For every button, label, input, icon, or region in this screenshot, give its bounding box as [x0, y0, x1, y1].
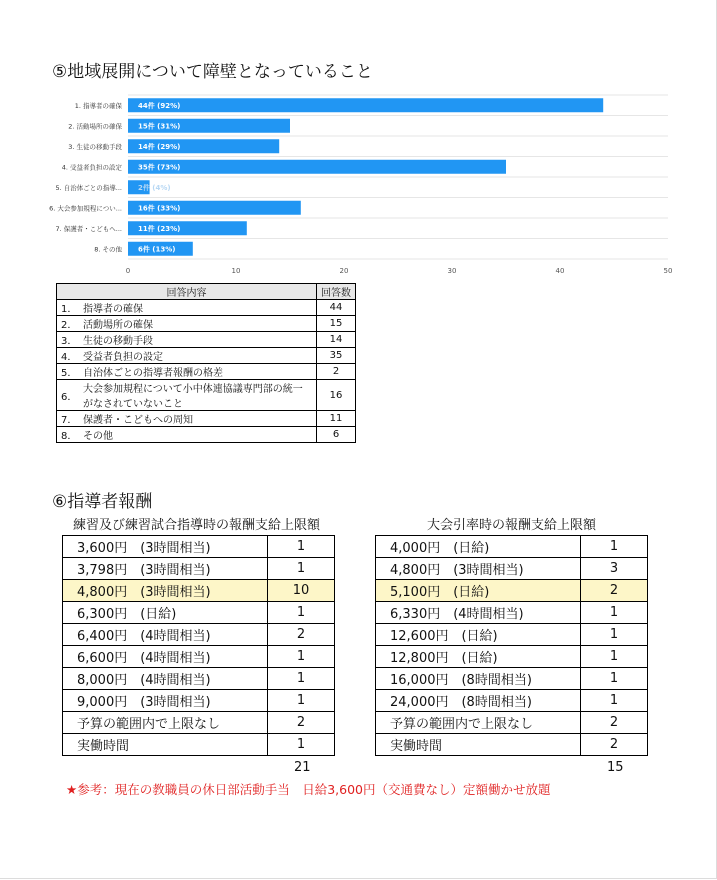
practice-pay-amount: 6,600円 (4時間相当) [63, 646, 268, 668]
tournament-pay-table [375, 535, 648, 756]
x-tick-label: 50 [663, 267, 673, 275]
data-label: 44件 (92%) [138, 102, 181, 111]
x-tick-label: 10 [231, 267, 241, 275]
summary-row-text: 指導者の確保 [79, 300, 317, 316]
tournament-pay-row [376, 734, 648, 756]
data-label: 11件 (23%) [138, 225, 181, 234]
section6-title: ⑥指導者報酬 [52, 492, 153, 512]
section5-title: ⑤地域展開について障壁となっていること [52, 62, 373, 82]
data-bar [128, 160, 506, 174]
tournament-pay-count: 2 [581, 580, 648, 602]
tournament-pay-amount: 6,330円 (4時間相当) [376, 602, 581, 624]
practice-pay-amount: 3,798円 (3時間相当) [63, 558, 268, 580]
tournament-pay-count: 1 [581, 624, 648, 646]
summary-row [57, 300, 356, 316]
practice-pay-count: 1 [268, 558, 335, 580]
practice-pay-count: 1 [268, 734, 335, 756]
tournament-pay-count: 3 [581, 558, 648, 580]
practice-pay-count: 1 [268, 646, 335, 668]
practice-pay-count: 1 [268, 602, 335, 624]
summary-table [56, 283, 356, 443]
practice-pay-count: 2 [268, 624, 335, 646]
summary-row-index: 6． [57, 380, 80, 411]
summary-row-text: 生徒の移動手段 [79, 332, 317, 348]
practice-pay-count: 10 [268, 580, 335, 602]
practice-pay-row [63, 712, 335, 734]
practice-pay-amount: 6,300円 (日給) [63, 602, 268, 624]
summary-header-count: 回答数 [317, 284, 356, 300]
tournament-pay-row [376, 646, 648, 668]
tournament-pay-amount: 5,100円 (日給) [376, 580, 581, 602]
summary-row-index: 5． [57, 364, 80, 380]
data-label: 15件 (31%) [138, 122, 181, 131]
summary-row-index: 3． [57, 332, 80, 348]
barrier-bar-chart [0, 85, 717, 275]
practice-pay-amount: 3,600円 (3時間相当) [63, 536, 268, 558]
summary-row-text: 自治体ごとの指導者報酬の格差 [79, 364, 317, 380]
practice-pay-row [63, 580, 335, 602]
summary-row [57, 411, 356, 427]
tournament-pay-count: 1 [581, 602, 648, 624]
summary-row-count: 15 [317, 316, 356, 332]
practice-pay-count: 1 [268, 690, 335, 712]
tournament-pay-count: 2 [581, 734, 648, 756]
practice-pay-count: 1 [268, 536, 335, 558]
practice-pay-amount: 8,000円 (4時間相当) [63, 668, 268, 690]
category-label: 4. 受益者負担の設定 [61, 163, 122, 172]
summary-row-index: 1． [57, 300, 80, 316]
tournament-pay-row [376, 712, 648, 734]
reference-note: ★参考：現在の教職員の休日部活動手当 日給3,600円（交通費なし）定額働かせ放題 [66, 782, 551, 797]
data-label: 14件 (29%) [138, 143, 181, 152]
category-label: 8. その他 [94, 245, 122, 254]
tournament-pay-row [376, 558, 648, 580]
tournament-pay-amount: 予算の範囲内で上限なし [376, 712, 581, 734]
tournament-pay-heading: 大会引率時の報酬支給上限額 [427, 518, 597, 533]
x-tick-label: 0 [125, 267, 131, 275]
practice-pay-row [63, 536, 335, 558]
practice-pay-row [63, 624, 335, 646]
summary-row-text: 受益者負担の設定 [79, 348, 317, 364]
tournament-pay-amount: 24,000円 (8時間相当) [376, 690, 581, 712]
tournament-pay-amount: 4,000円 (日給) [376, 536, 581, 558]
tournament-pay-amount: 実働時間 [376, 734, 581, 756]
tournament-pay-row [376, 580, 648, 602]
tournament-pay-row [376, 536, 648, 558]
category-label: 5. 自治体ごとの指導... [55, 183, 122, 192]
tournament-pay-row [376, 690, 648, 712]
summary-row-text: 活動場所の確保 [79, 316, 317, 332]
practice-pay-total: 21 [294, 760, 311, 775]
practice-pay-amount: 6,400円 (4時間相当) [63, 624, 268, 646]
tournament-pay-amount: 4,800円 (3時間相当) [376, 558, 581, 580]
practice-pay-table [62, 535, 335, 756]
summary-row-index: 7． [57, 411, 80, 427]
data-bar [128, 98, 603, 112]
practice-pay-row [63, 668, 335, 690]
tournament-pay-amount: 12,800円 (日給) [376, 646, 581, 668]
practice-pay-row [63, 602, 335, 624]
tournament-pay-row [376, 624, 648, 646]
summary-row-count: 6 [317, 427, 356, 443]
summary-row-count: 16 [317, 380, 356, 411]
summary-row-text: その他 [79, 427, 317, 443]
x-tick-label: 40 [555, 267, 565, 275]
tournament-pay-count: 1 [581, 646, 648, 668]
summary-row-count: 2 [317, 364, 356, 380]
tournament-pay-amount: 12,600円 (日給) [376, 624, 581, 646]
tournament-pay-row [376, 602, 648, 624]
summary-row-count: 35 [317, 348, 356, 364]
category-label: 2. 活動場所の確保 [68, 122, 122, 131]
practice-pay-amount: 4,800円 (3時間相当) [63, 580, 268, 602]
summary-row-text: 保護者・こどもへの周知 [79, 411, 317, 427]
summary-row-index: 4． [57, 348, 80, 364]
tournament-pay-count: 1 [581, 536, 648, 558]
summary-row [57, 380, 356, 411]
tournament-pay-row [376, 668, 648, 690]
summary-row [57, 316, 356, 332]
data-label: 6件 (13%) [138, 245, 176, 254]
practice-pay-count: 1 [268, 668, 335, 690]
practice-pay-row [63, 646, 335, 668]
practice-pay-amount: 9,000円 (3時間相当) [63, 690, 268, 712]
x-tick-label: 30 [447, 267, 457, 275]
tournament-pay-amount: 16,000円 (8時間相当) [376, 668, 581, 690]
x-tick-label: 20 [339, 267, 349, 275]
summary-row [57, 348, 356, 364]
summary-row-count: 11 [317, 411, 356, 427]
category-label: 1. 指導者の確保 [74, 101, 122, 110]
practice-pay-row [63, 690, 335, 712]
summary-row-index: 8． [57, 427, 80, 443]
practice-pay-row [63, 734, 335, 756]
summary-row-count: 44 [317, 300, 356, 316]
practice-pay-amount: 実働時間 [63, 734, 268, 756]
practice-pay-heading: 練習及び練習試合指導時の報酬支給上限額 [73, 518, 321, 533]
summary-row [57, 364, 356, 380]
category-label: 3. 生徒の移動手段 [68, 142, 122, 151]
summary-row-text: 大会参加規程について小中体連協議専門部の統一がなされていないこと [79, 380, 317, 411]
practice-pay-amount: 予算の範囲内で上限なし [63, 712, 268, 734]
practice-pay-row [63, 558, 335, 580]
summary-header-content: 回答内容 [57, 284, 317, 300]
tournament-pay-count: 1 [581, 668, 648, 690]
summary-row [57, 332, 356, 348]
summary-row-count: 14 [317, 332, 356, 348]
summary-row [57, 427, 356, 443]
tournament-pay-total: 15 [607, 760, 624, 775]
tournament-pay-count: 1 [581, 690, 648, 712]
data-label: 16件 (33%) [138, 204, 181, 213]
practice-pay-count: 2 [268, 712, 335, 734]
data-label: 35件 (73%) [138, 163, 181, 172]
data-label: 2件 (4%) [138, 184, 171, 193]
summary-row-index: 2． [57, 316, 80, 332]
tournament-pay-count: 2 [581, 712, 648, 734]
category-label: 7. 保護者・こどもへ... [55, 224, 122, 233]
category-label: 6. 大会参加規程につい... [49, 204, 122, 213]
